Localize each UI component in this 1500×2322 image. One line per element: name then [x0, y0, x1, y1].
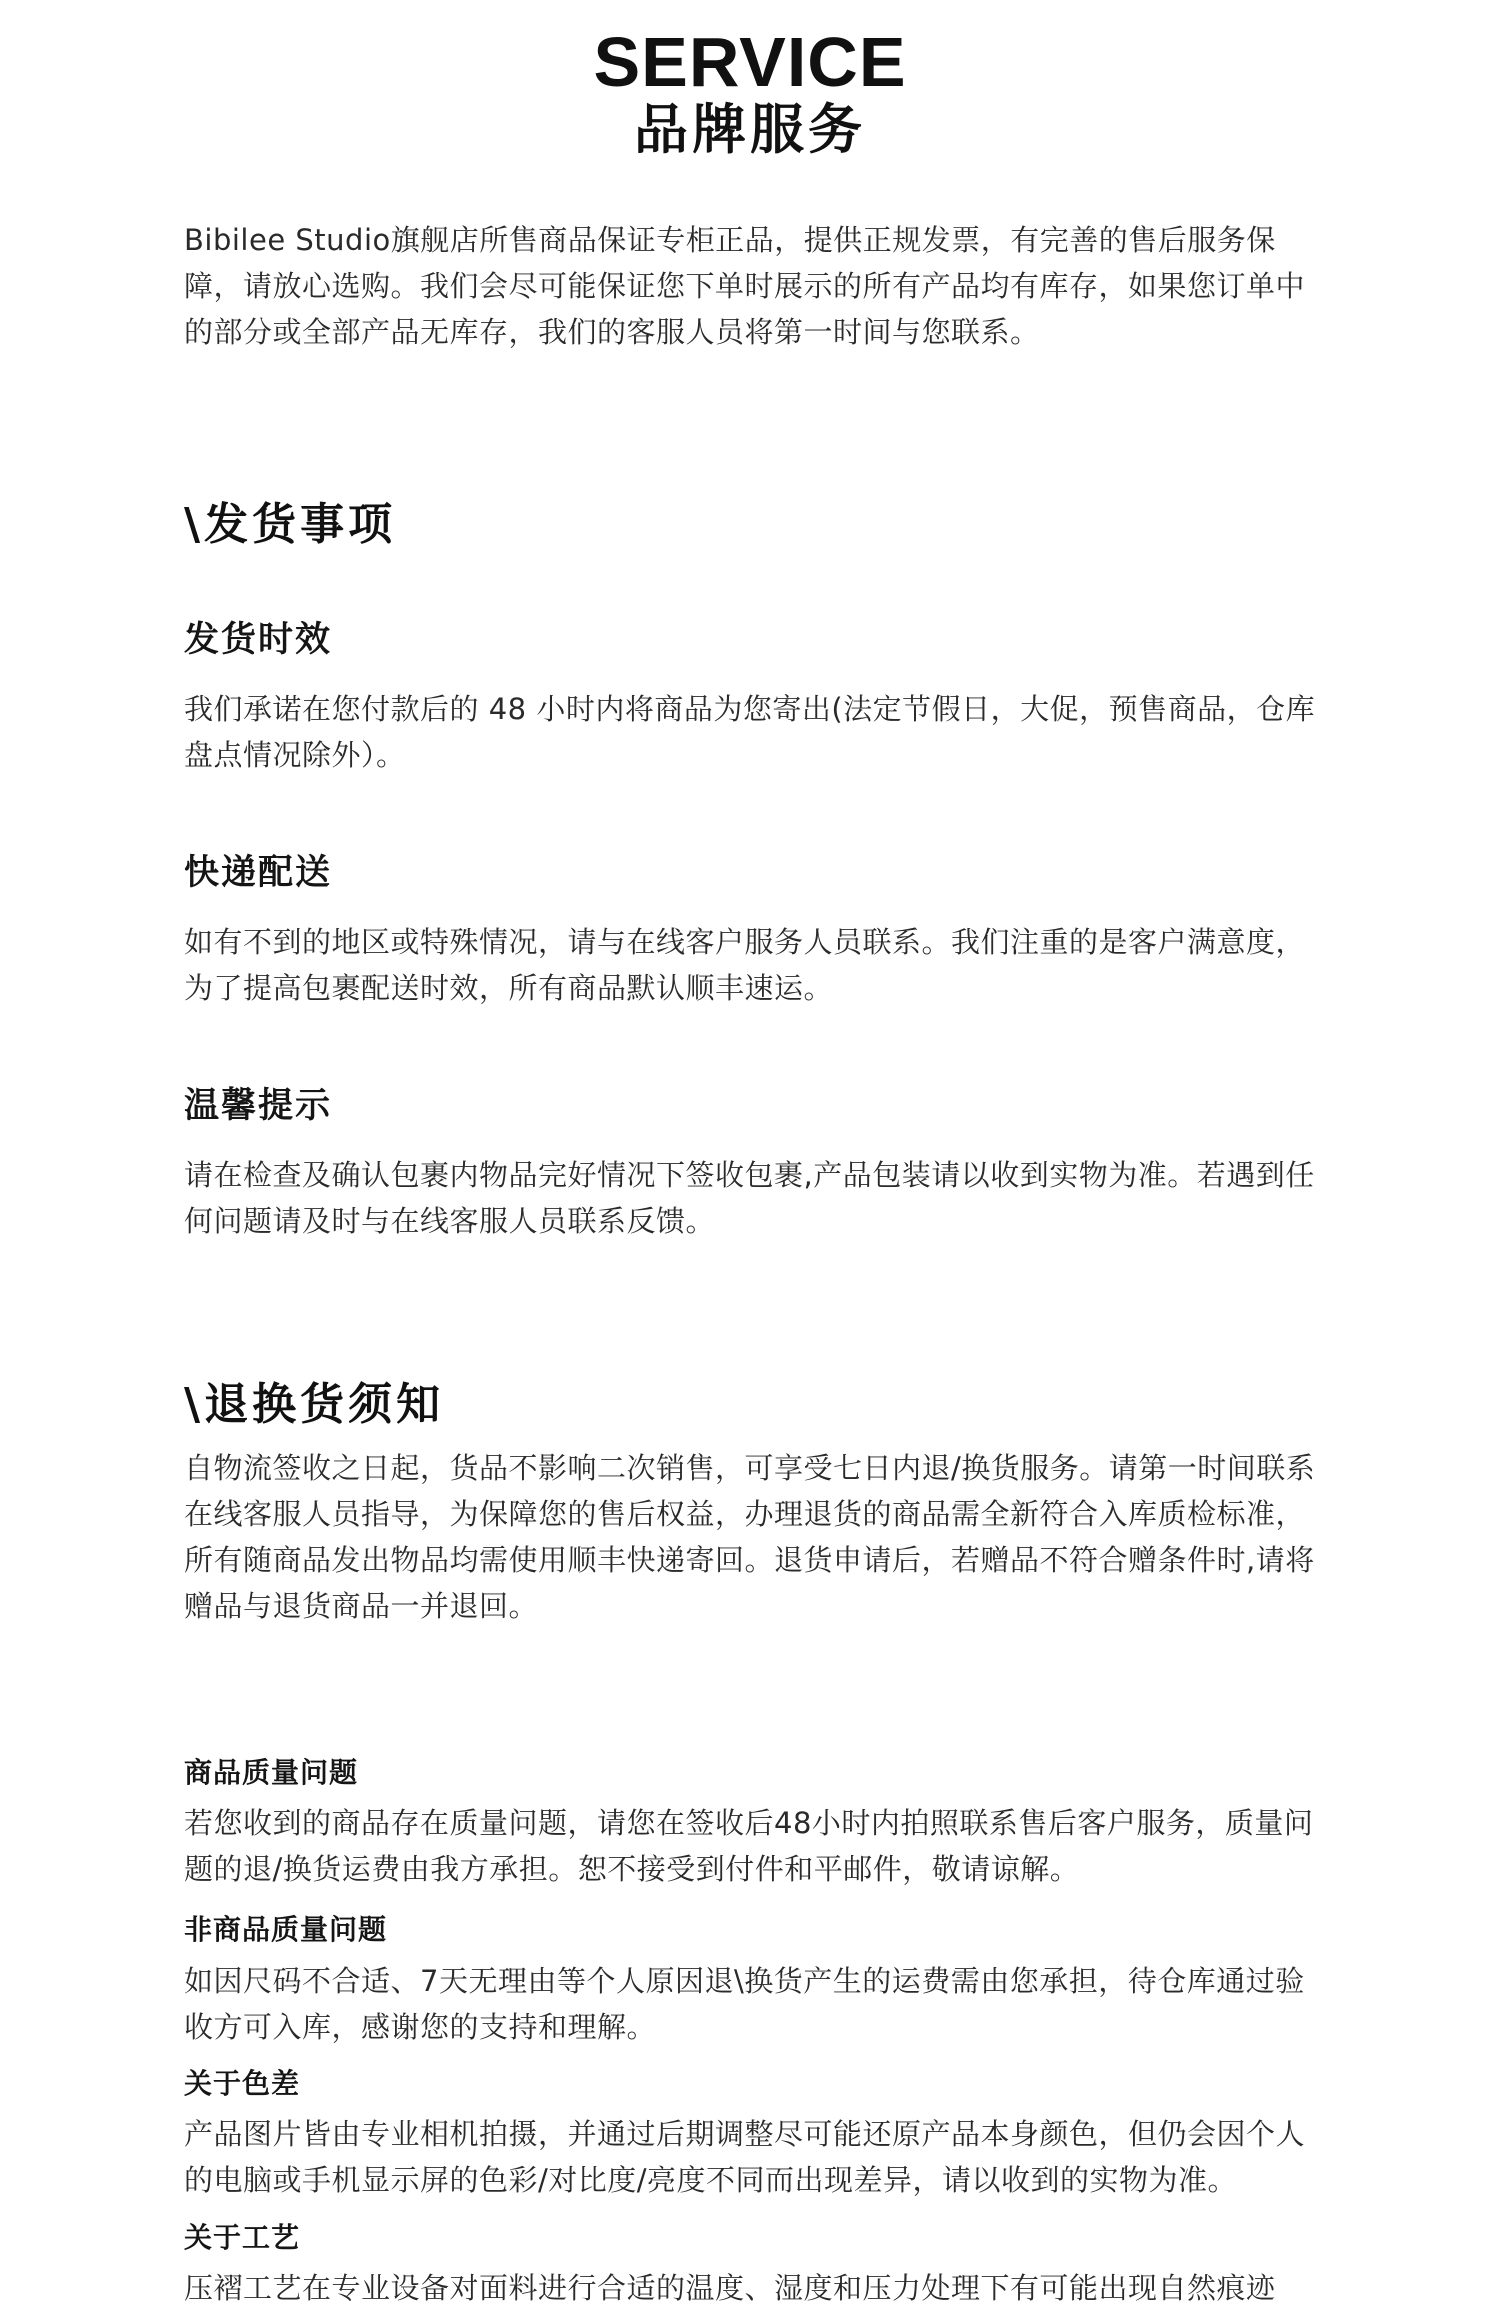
page-title-en: SERVICE: [593, 23, 907, 101]
craftsmanship-title: 关于工艺: [184, 2221, 301, 2254]
non-quality-issue-title: 非商品质量问题: [184, 1913, 388, 1946]
craftsmanship-text: 压褶工艺在专业设备对面料进行合适的温度、湿度和压力处理下有可能出现自然痕迹: [184, 2271, 1276, 2305]
quality-issue-title: 商品质量问题: [184, 1756, 359, 1789]
returns-paragraph: 自物流签收之日起，货品不影响二次销售，可享受七日内退/换货服务。请第一时间联系在线客服人员指导，为保障您的售后权益，办理退货的商品需全新符合入库质检标准，所有随商品发出物品均需使用顺丰快递寄回。退货申请后，若赠品不符合赠条件时,请将赠品与退货商品一并退回。: [184, 1451, 1316, 1623]
delivery-text: 如有不到的地区或特殊情况，请与在线客户服务人员联系。我们注重的是客户满意度，为了提高包裹配送时效，所有商品默认顺丰速运。: [184, 925, 1306, 1005]
notice-title: 温馨提示: [184, 1086, 333, 1126]
shipping-timing-title: 发货时效: [184, 620, 333, 660]
delivery-title: 快递配送: [184, 853, 333, 893]
shipping-timing-text: 我们承诺在您付款后的 48 小时内将商品为您寄出(法定节假日，大促，预售商品，仓库盘点情况除外）。: [184, 692, 1316, 772]
color-difference-text: 产品图片皆由专业相机拍摄，并通过后期调整尽可能还原产品本身颜色，但仍会因个人的电脑或手机显示屏的色彩/对比度/亮度不同而出现差异，请以收到的实物为准。: [184, 2117, 1306, 2197]
color-difference-title: 关于色差: [184, 2067, 301, 2100]
non-quality-issue-text: 如因尺码不合适、7天无理由等个人原因退\换货产生的运费需由您承担，待仓库通过验收方可入库，感谢您的支持和理解。: [184, 1964, 1305, 2044]
shipping-section-title: \发货事项: [184, 499, 397, 550]
quality-issue-text: 若您收到的商品存在质量问题，请您在签收后48小时内拍照联系售后客户服务，质量问题的退/换货运费由我方承担。恕不接受到付件和平邮件，敬请谅解。: [184, 1806, 1314, 1886]
intro-paragraph: Bibilee Studio旗舰店所售商品保证专柜正品，提供正规发票，有完善的售后服务保障，请放心选购。我们会尽可能保证您下单时展示的所有产品均有库存，如果您订单中的部分或全部产品无库存，我们的客服人员将第一时间与您联系。: [184, 223, 1306, 349]
page-title-zh: 品牌服务: [634, 98, 866, 161]
returns-section-title: \退换货须知: [184, 1379, 445, 1430]
notice-text: 请在检查及确认包裹内物品完好情况下签收包裹,产品包装请以收到实物为准。若遇到任何问题请及时与在线客服人员联系反馈。: [184, 1158, 1315, 1238]
